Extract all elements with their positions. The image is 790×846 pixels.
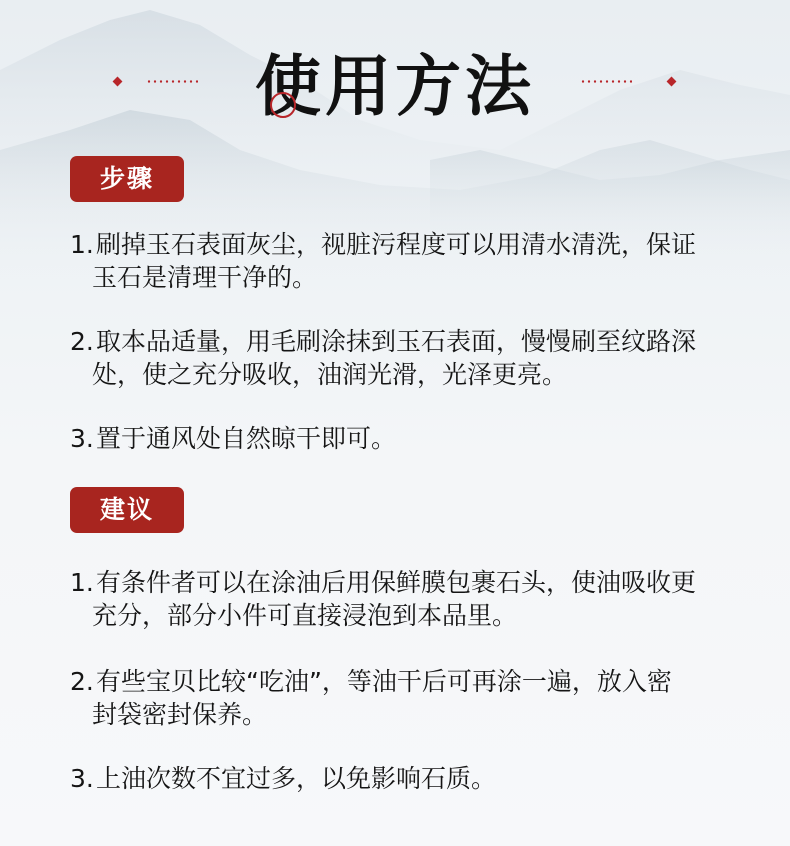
step-item — [70, 422, 760, 455]
step-text-line2: 玉石是清理干净的。 — [92, 263, 318, 292]
title-area — [0, 40, 790, 130]
advice-number: 3. — [70, 764, 94, 793]
step-number: 1. — [70, 230, 94, 259]
advice-text-line1: 有些宝贝比较“吃油”，等油干后可再涂一遍，放入密 — [96, 667, 672, 696]
steps-badge: 步骤 — [70, 156, 184, 202]
page-title: 使用方法 — [255, 47, 535, 125]
step-text-line1: 置于通风处自然晾干即可。 — [96, 424, 397, 453]
advice-text-line2: 充分，部分小件可直接浸泡到本品里。 — [92, 601, 518, 630]
step-text-line1: 取本品适量，用毛刷涂抹到玉石表面，慢慢刷至纹路深 — [96, 327, 697, 356]
advice-number: 1. — [70, 568, 94, 597]
step-text-line1: 刷掉玉石表面灰尘，视脏污程度可以用清水清洗，保证 — [96, 230, 697, 259]
advice-text-line2: 封袋密封保养。 — [92, 700, 268, 729]
circle-icon — [270, 92, 296, 118]
advice-text-line1: 有条件者可以在涂油后用保鲜膜包裹石头，使油吸收更 — [96, 568, 697, 597]
dotted-line — [580, 80, 632, 83]
step-item — [70, 228, 760, 294]
step-number: 2. — [70, 327, 94, 356]
diamond-icon — [667, 77, 677, 87]
advice-item — [70, 665, 760, 731]
step-text-line2: 处，使之充分吸收，油润光滑，光泽更亮。 — [92, 360, 568, 389]
step-item — [70, 325, 760, 391]
step-number: 3. — [70, 424, 94, 453]
title-ornament-right — [580, 77, 680, 87]
advice-item — [70, 762, 760, 795]
advice-number: 2. — [70, 667, 94, 696]
advice-badge: 建议 — [70, 487, 184, 533]
advice-text-line1: 上油次数不宜过多，以免影响石质。 — [96, 764, 497, 793]
advice-item — [70, 566, 760, 632]
